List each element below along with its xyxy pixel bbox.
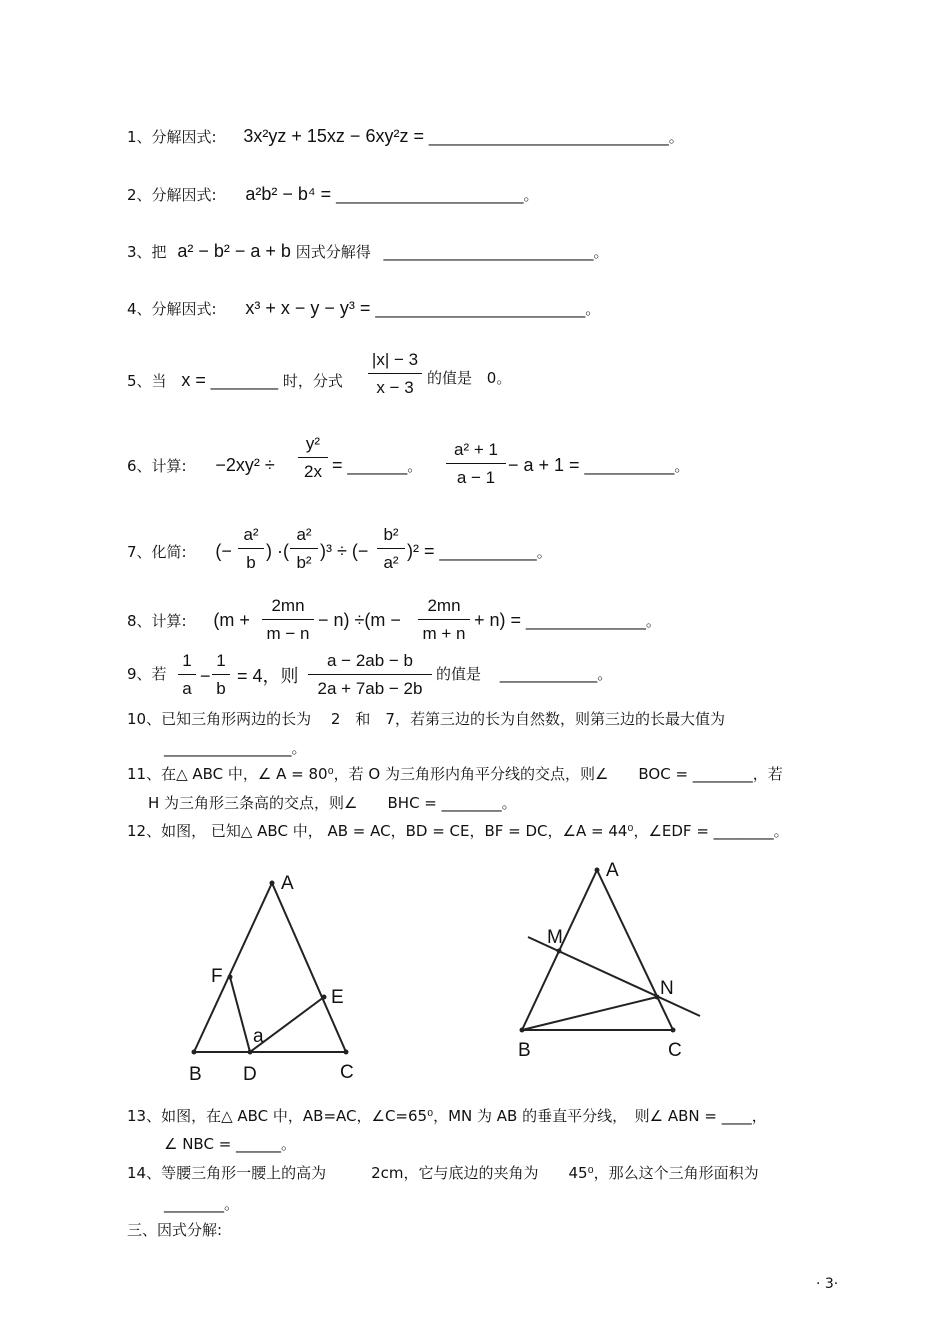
q4-answer-blank: ____________________________	[375, 300, 586, 318]
q7-numerator-1: a²	[238, 525, 264, 549]
q7-end: 。	[536, 543, 552, 561]
q9-tail: 的值是	[436, 665, 482, 683]
fig2-label-m: M	[547, 927, 563, 948]
q7-answer-blank: _____________	[439, 543, 537, 561]
q6-equals-1: =	[332, 455, 343, 475]
q1-label: 1、分解因式:	[127, 128, 217, 146]
q6-denominator-2: a − 1	[456, 468, 496, 487]
q2-expression: a²b² − b⁴ =	[245, 184, 332, 204]
q6-fraction-2	[446, 440, 506, 488]
q6-fraction-1	[298, 434, 328, 482]
q3-end: 。	[593, 243, 609, 261]
q8-denominator-2: m + n	[422, 624, 466, 643]
q8-label: 8、计算:	[127, 612, 187, 630]
fig2-line-mn	[528, 937, 700, 1016]
q3-answer-blank: ____________________________	[383, 243, 594, 261]
q9-fraction-2	[212, 651, 230, 699]
question-13-line-2: ∠ NBC = ______。	[164, 1135, 297, 1153]
q6-numerator-2: a² + 1	[446, 440, 506, 464]
q7-close-3: )² =	[407, 541, 435, 561]
q8-end: 。	[645, 612, 661, 630]
q6-answer-blank-1: ________	[347, 457, 408, 475]
q5-mid: 时，分式	[282, 372, 343, 390]
q3-tail: 因式分解得	[295, 243, 371, 261]
fig1-label-angle: a	[253, 1026, 264, 1047]
q8-numerator-1: 2mn	[262, 596, 314, 620]
q2-answer-blank: _________________________	[335, 186, 524, 204]
fig1-label-a: A	[281, 873, 294, 894]
q6-numerator-1: y²	[298, 434, 328, 458]
q7-label: 7、化简:	[127, 543, 187, 561]
q5-tail-line	[427, 371, 511, 386]
q6-answer-2	[508, 456, 689, 474]
q2-label: 2、分解因式:	[127, 186, 217, 204]
question-10-line-1: 10、已知三角形两边的长为 2 和 7，若第三边的长为自然数，则第三边的长最大值为	[127, 710, 725, 728]
q4-label: 4、分解因式:	[127, 300, 217, 318]
fig2-label-b: B	[518, 1040, 531, 1061]
q5-numerator: |x| − 3	[368, 350, 422, 374]
question-3	[127, 242, 609, 260]
q6-label: 6、计算:	[127, 457, 187, 475]
fig1-label-f: F	[211, 966, 223, 987]
q6-denominator-1: 2x	[304, 462, 322, 481]
q1-answer-blank: ________________________________	[428, 128, 669, 146]
q3-label: 3、把	[127, 243, 167, 261]
question-5	[127, 371, 343, 389]
q9-numerator-2: 1	[212, 651, 230, 675]
q8-answer-blank: ________________	[525, 612, 646, 630]
q5-fraction	[368, 350, 422, 398]
q7-close-1: ) ·(	[266, 541, 289, 561]
q7-open-1: (−	[215, 541, 232, 561]
question-7	[127, 542, 232, 560]
q1-expression: 3x²yz + 15xz − 6xy²z =	[243, 126, 424, 146]
fig1-label-b: B	[189, 1064, 202, 1085]
q3-expression: a² − b² − a + b	[177, 241, 291, 261]
q9-denominator-3: 2a + 7ab − 2b	[317, 679, 423, 698]
q6-end-1: 。	[407, 457, 423, 475]
q5-label: 5、当	[127, 372, 167, 390]
q8-fraction-1	[262, 596, 314, 644]
fig2-label-c: C	[668, 1040, 682, 1061]
question-2	[127, 185, 538, 203]
q9-end: 。	[597, 665, 613, 683]
q9-fraction-3	[308, 651, 432, 699]
q8-close: + n) =	[474, 610, 522, 630]
q1-end: 。	[668, 128, 684, 146]
q5-denominator: x − 3	[376, 378, 414, 397]
q7-denominator-3: a²	[383, 553, 399, 572]
q6-expression-1: −2xy² ÷	[215, 455, 275, 475]
q6-answer-blank-2: ____________	[584, 457, 675, 475]
q9-label: 9、若	[127, 665, 167, 683]
question-1	[127, 127, 684, 145]
page-number: · 3·	[816, 1276, 839, 1292]
question-14-line-1: 14、等腰三角形一腰上的高为 2cm，它与底边的夹角为 45⁰，那么这个三角形面积为	[127, 1164, 759, 1182]
q9-fraction-1	[178, 651, 196, 699]
q7-numerator-3: b²	[377, 525, 405, 549]
q5-tail: 的值是	[427, 369, 473, 387]
q7-numerator-2: a²	[290, 525, 318, 549]
q7-answer	[407, 542, 552, 560]
q7-close-2: )³ ÷ (−	[320, 541, 369, 561]
fig2-segment-bn	[522, 997, 657, 1030]
figure-2-triangle	[510, 850, 720, 1070]
fig1-label-d: D	[243, 1064, 257, 1085]
q7-fraction-3	[377, 525, 405, 573]
q9-numerator-1: 1	[178, 651, 196, 675]
q8-answer	[474, 611, 661, 629]
q9-denominator-1: a	[182, 679, 192, 698]
q6-expression-2: − a + 1 =	[508, 455, 580, 475]
q8-fraction-2	[418, 596, 470, 644]
q7-denominator-2: b²	[296, 553, 312, 572]
q7-denominator-1: b	[246, 553, 256, 572]
fig1-segment-fd	[230, 977, 250, 1052]
section-heading: 三、因式分解:	[127, 1221, 223, 1239]
q9-minus: −	[200, 666, 211, 686]
q5-value: 0。	[486, 369, 512, 387]
fig1-label-e: E	[331, 987, 344, 1008]
question-10-line-2: _________________。	[164, 739, 307, 757]
question-11-line-1: 11、在△ ABC 中，∠ A = 80⁰，若 O 为三角形内角平分线的交点，则∠ BOC = ________，若	[127, 765, 783, 783]
figure-1-triangle	[180, 860, 380, 1090]
q8-open-1: (m +	[213, 610, 250, 630]
q7-fraction-1	[238, 525, 264, 573]
fig2-label-a: A	[606, 860, 619, 881]
q9-answer	[436, 667, 612, 682]
fig1-label-c: C	[340, 1062, 354, 1083]
q5-x: x =	[181, 370, 206, 390]
q7-fraction-2	[290, 525, 318, 573]
question-6	[127, 456, 275, 474]
q8-numerator-2: 2mn	[418, 596, 470, 620]
question-13-line-1: 13、如图，在△ ABC 中，AB=AC，∠C=65⁰，MN 为 AB 的垂直平分线， 则∠ ABN = ____，	[127, 1107, 767, 1125]
q6-answer-1	[332, 456, 422, 474]
question-14-line-2: ________。	[164, 1195, 240, 1213]
q9-denominator-2: b	[216, 679, 226, 698]
q6-end-2: 。	[674, 457, 690, 475]
q9-equals: = 4，则	[237, 666, 299, 686]
question-4	[127, 299, 600, 317]
q8-denominator-1: m − n	[266, 624, 310, 643]
q4-expression: x³ + x − y − y³ =	[245, 298, 371, 318]
q4-end: 。	[585, 300, 601, 318]
q9-numerator-3: a − 2ab − b	[308, 651, 432, 675]
question-11-line-2: H 为三角形三条高的交点，则∠ BHC = ________。	[148, 794, 517, 812]
fig2-side-ac	[597, 870, 673, 1030]
q9-answer-blank: _____________	[499, 665, 598, 683]
q5-answer-blank: _________	[210, 372, 279, 390]
fig2-label-n: N	[660, 978, 674, 999]
q2-end: 。	[523, 186, 539, 204]
q8-middle: − n) ÷(m −	[318, 610, 401, 630]
question-12-line-1: 12、如图， 已知△ ABC 中， AB = AC，BD = CE，BF = DC，∠A = 44⁰，∠EDF = ________。	[127, 822, 789, 840]
question-8	[127, 611, 250, 629]
question-9	[127, 667, 167, 682]
